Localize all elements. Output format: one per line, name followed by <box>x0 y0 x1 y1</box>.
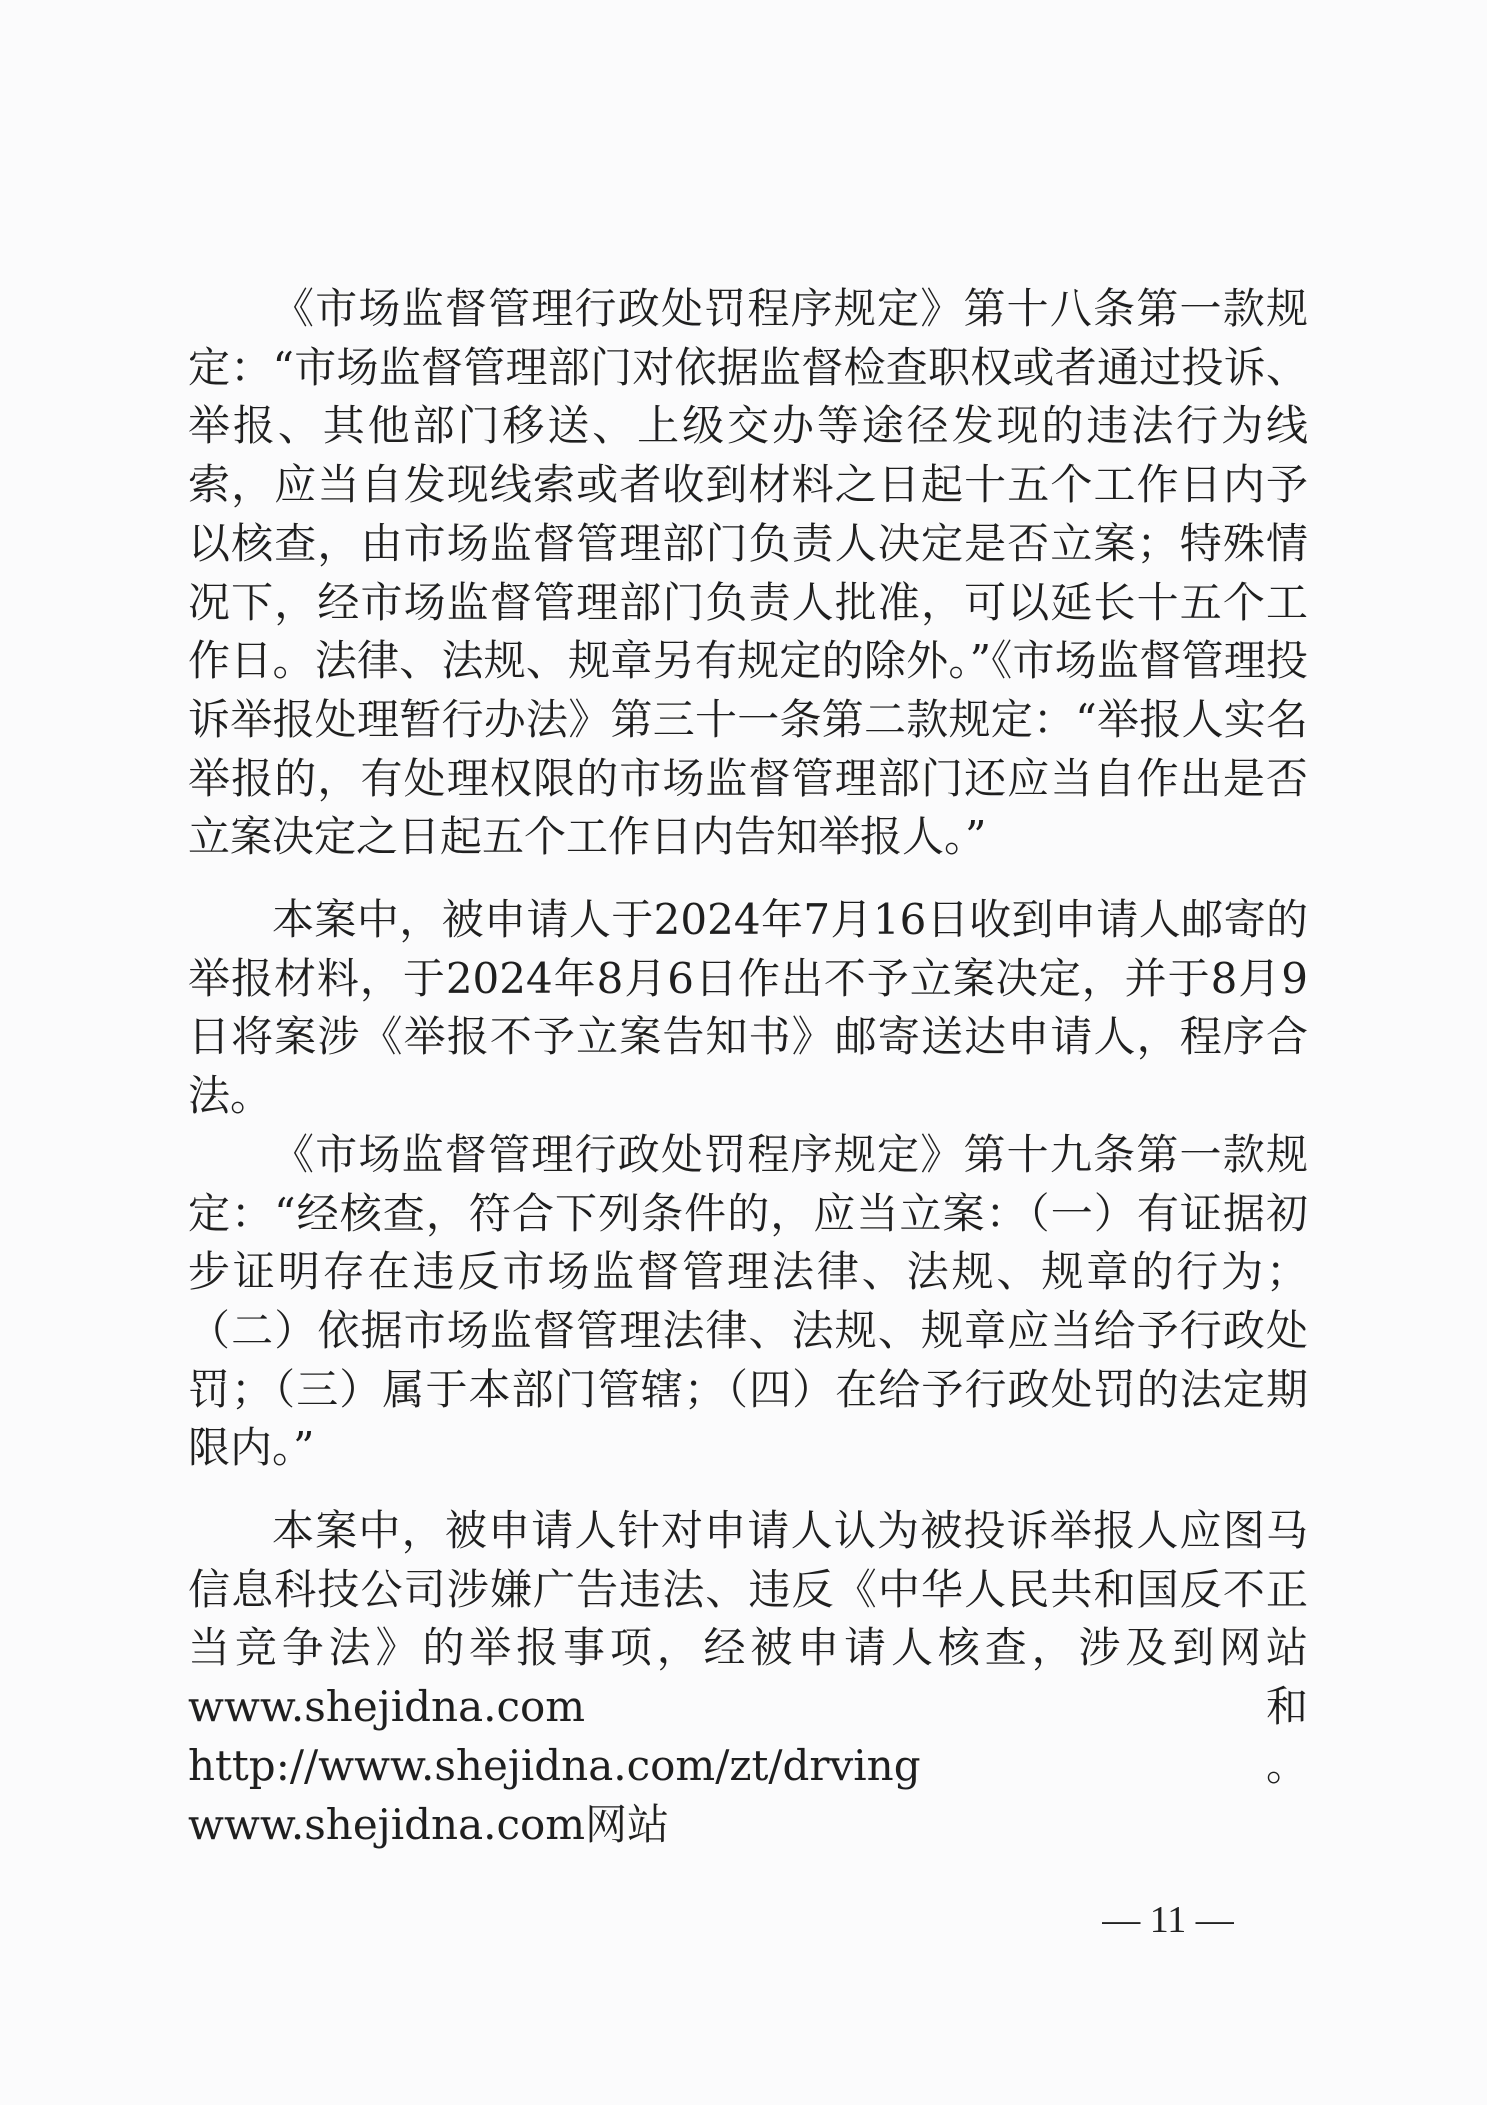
body-text <box>188 280 1308 1854</box>
paragraph-4: 本案中，被申请人针对申请人认为被投诉举报人应图马信息科技公司涉嫌广告违法、违反《中华人民共和国反不正当竞争法》的举报事项，经被申请人核查，涉及到网站www.shejidna.com和http://www.shejidna.com/zt/drving。www.shejidna.com网站 <box>188 1506 1308 1849</box>
paragraph-3: 《市场监督管理行政处罚程序规定》第十九条第一款规定：“经核查，符合下列条件的，应当立案：（一）有证据初步证明存在违反市场监督管理法律、法规、规章的行为；（二）依据市场监督管理法律、法规、规章应当给予行政处罚；（三）属于本部门管辖；（四）在给予行政处罚的法定期限内。” <box>188 1129 1308 1473</box>
paragraph-1: 《市场监督管理行政处罚程序规定》第十八条第一款规定：“市场监督管理部门对依据监督检查职权或者通过投诉、举报、其他部门移送、上级交办等途径发现的违法行为线索，应当自发现线索或者收到材料之日起十五个工作日内予以核查，由市场监督管理部门负责人决定是否立案；特殊情况下，经市场监督管理部门负责人批准，可以延长十五个工作日。法律、法规、规章另有规定的除外。”《市场监督管理投诉举报处理暂行办法》第三十一条第二款规定：“举报人实名举报的，有处理权限的市场监督管理部门还应当自作出是否立案决定之日起五个工作日内告知举报人。” <box>188 284 1308 862</box>
page-number: — 11 — <box>1102 1899 1234 1941</box>
paragraph-2: 本案中，被申请人于2024年7月16日收到申请人邮寄的举报材料，于2024年8月6日作出不予立案决定，并于8月9日将案涉《举报不予立案告知书》邮寄送达申请人，程序合法。 <box>188 895 1308 1121</box>
